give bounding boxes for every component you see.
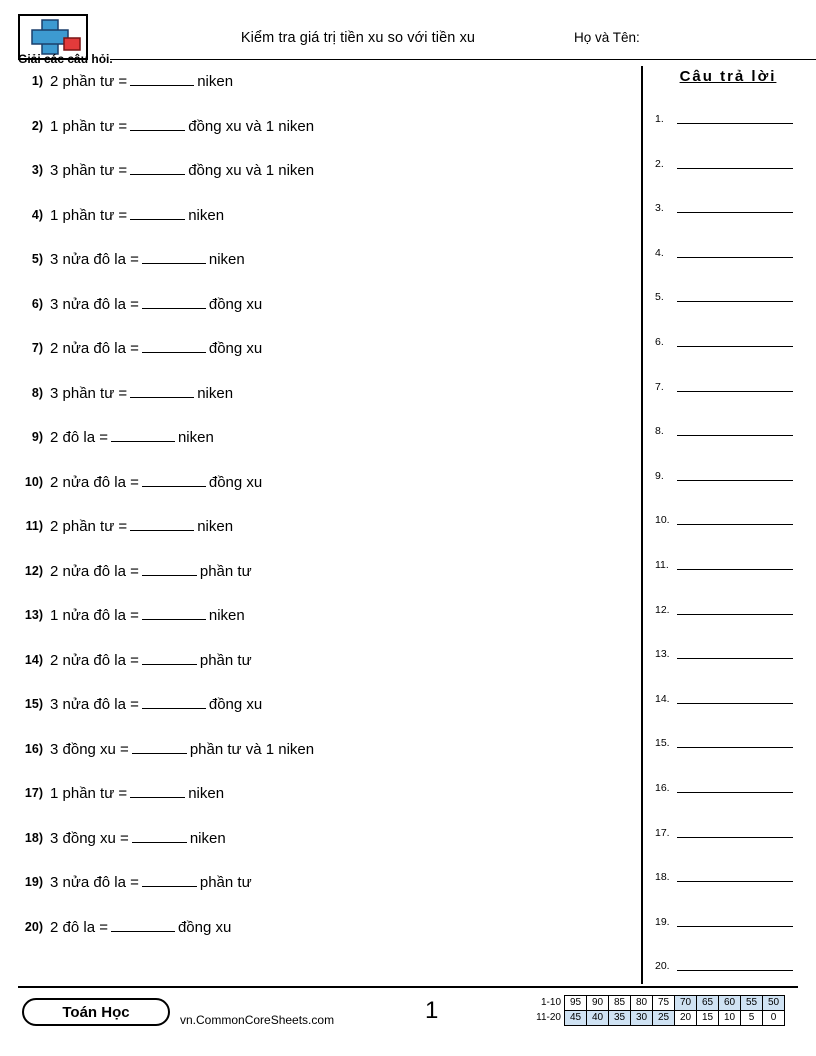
question-text <box>50 738 314 758</box>
answer-write-line[interactable] <box>677 123 793 124</box>
answer-number: 7. <box>655 380 664 393</box>
page-header <box>18 14 798 62</box>
question-suffix: niken <box>197 73 234 90</box>
answer-blank[interactable] <box>130 159 185 175</box>
score-cell: 35 <box>609 1011 631 1026</box>
question-number: 5) <box>31 252 43 266</box>
student-name-label: Họ và Tên: <box>574 30 640 45</box>
answer-row <box>655 766 801 811</box>
question-row <box>18 827 628 872</box>
question-text <box>50 827 226 847</box>
question-prefix: 2 nửa đô la = <box>50 340 139 357</box>
question-number: 8) <box>31 385 43 400</box>
header-divider <box>110 59 816 60</box>
question-suffix: niken <box>208 251 245 268</box>
question-suffix: đồng xu <box>177 918 232 936</box>
question-text <box>50 471 262 491</box>
answer-number: 10. <box>655 514 670 527</box>
score-cell: 65 <box>697 996 719 1011</box>
question-prefix: 3 nửa đô la = <box>50 696 139 713</box>
answer-blank[interactable] <box>142 337 206 353</box>
question-number: 6) <box>31 296 43 311</box>
answers-title: Câu trả lời <box>679 68 777 85</box>
answer-row <box>655 231 801 276</box>
score-range-label: 1-10 <box>540 997 561 1008</box>
question-text <box>50 382 233 402</box>
answer-row <box>655 588 801 633</box>
answer-blank[interactable] <box>132 738 187 754</box>
score-cell: 40 <box>587 1011 609 1026</box>
question-text <box>50 248 245 268</box>
question-suffix: niken <box>177 429 214 446</box>
score-cell: 95 <box>565 996 587 1011</box>
answer-write-line[interactable] <box>677 301 793 302</box>
question-text <box>50 604 245 624</box>
page-number: 1 <box>425 997 439 1024</box>
answer-row <box>655 320 801 365</box>
answer-blank[interactable] <box>142 604 206 620</box>
question-suffix: phần tư và 1 niken <box>189 740 315 758</box>
answer-number: 19. <box>655 915 670 928</box>
answer-number: 17. <box>655 826 670 839</box>
question-text <box>50 782 224 802</box>
question-row <box>18 293 628 338</box>
question-text <box>50 337 262 357</box>
question-row <box>18 204 628 249</box>
score-cell: 55 <box>741 996 763 1011</box>
answer-number: 16. <box>655 781 670 794</box>
answer-row <box>655 721 801 766</box>
question-row <box>18 738 628 783</box>
answer-blank[interactable] <box>142 560 197 576</box>
answer-row <box>655 900 801 945</box>
answer-write-line[interactable] <box>677 524 793 525</box>
question-number: 12) <box>24 563 43 578</box>
answer-number: 1. <box>655 113 664 125</box>
question-prefix: 3 phần tư = <box>50 162 128 179</box>
answer-blank[interactable] <box>130 115 185 131</box>
question-text <box>50 916 231 936</box>
question-prefix: 2 nửa đô la = <box>50 473 139 491</box>
question-prefix: 2 phần tư = <box>50 73 128 90</box>
answer-write-line[interactable] <box>677 168 793 169</box>
question-row <box>18 159 628 204</box>
score-table-row <box>527 996 785 1011</box>
question-number: 15) <box>24 697 43 711</box>
question-row <box>18 604 628 649</box>
score-cell: 5 <box>741 1011 763 1026</box>
question-suffix: niken <box>189 829 226 847</box>
answer-blank[interactable] <box>142 471 206 487</box>
answer-number: 11. <box>655 558 669 571</box>
score-cell: 75 <box>653 996 675 1011</box>
score-table-row <box>527 1011 785 1026</box>
score-cell: 10 <box>719 1011 741 1026</box>
question-prefix: 3 đồng xu = <box>50 740 129 758</box>
question-number: 13) <box>24 608 43 622</box>
question-number: 3) <box>31 163 43 177</box>
question-row <box>18 515 628 560</box>
question-number: 17) <box>24 786 43 800</box>
score-cell: 45 <box>565 1011 587 1026</box>
answer-write-line[interactable] <box>677 257 793 258</box>
answer-write-line[interactable] <box>677 970 793 971</box>
question-text <box>50 159 314 179</box>
answer-write-line[interactable] <box>677 703 793 704</box>
answer-number: 20. <box>655 960 670 973</box>
question-text <box>50 115 314 135</box>
answer-row <box>655 944 801 989</box>
question-number: 18) <box>24 830 43 845</box>
question-row <box>18 426 628 471</box>
answer-write-line[interactable] <box>677 926 793 927</box>
answer-blank[interactable] <box>142 293 206 309</box>
question-prefix: 2 đô la = <box>50 429 108 446</box>
answer-row <box>655 498 801 543</box>
answer-blank[interactable] <box>130 70 194 86</box>
answer-write-line[interactable] <box>677 614 793 615</box>
answer-blank[interactable] <box>142 693 206 709</box>
question-text <box>50 204 224 224</box>
question-row <box>18 871 628 916</box>
question-row <box>18 382 628 427</box>
question-prefix: 2 đô la = <box>50 918 108 936</box>
question-row <box>18 337 628 382</box>
answer-blank[interactable] <box>111 426 175 442</box>
question-suffix: đồng xu <box>208 696 263 713</box>
answer-write-line[interactable] <box>677 837 793 838</box>
question-row <box>18 782 628 827</box>
answer-number: 4. <box>655 246 664 259</box>
question-number: 2) <box>31 118 43 133</box>
answer-blank[interactable] <box>130 204 185 220</box>
question-prefix: 2 phần tư = <box>50 518 128 535</box>
question-suffix: phần tư <box>199 874 252 891</box>
answer-write-line[interactable] <box>677 881 793 882</box>
score-cell: 85 <box>609 996 631 1011</box>
answer-write-line[interactable] <box>677 569 793 570</box>
answer-write-line[interactable] <box>677 435 793 436</box>
answer-blank[interactable] <box>142 871 197 887</box>
questions-list <box>18 70 628 960</box>
answer-blank[interactable] <box>130 515 194 531</box>
question-prefix: 2 nửa đô la = <box>50 562 139 580</box>
score-cell: 0 <box>763 1011 785 1026</box>
question-prefix: 3 nửa đô la = <box>50 874 139 891</box>
answer-row <box>655 677 801 722</box>
question-text <box>50 426 214 446</box>
question-row <box>18 70 628 115</box>
question-suffix: đồng xu <box>208 473 263 491</box>
question-row <box>18 916 628 961</box>
question-number: 20) <box>24 919 43 934</box>
answer-row <box>655 275 801 320</box>
column-divider <box>641 66 643 984</box>
question-text <box>50 649 252 669</box>
answer-write-line[interactable] <box>677 212 793 213</box>
question-text <box>50 515 233 535</box>
answer-number: 13. <box>655 648 670 661</box>
answer-number: 3. <box>655 202 664 215</box>
answer-row <box>655 365 801 410</box>
question-prefix: 3 phần tư = <box>50 384 128 402</box>
question-number: 16) <box>24 741 43 756</box>
score-cell: 15 <box>697 1011 719 1026</box>
answer-write-line[interactable] <box>677 391 793 392</box>
question-suffix: đồng xu và 1 niken <box>188 117 315 135</box>
answer-rows <box>655 97 801 989</box>
answer-blank[interactable] <box>130 382 194 398</box>
answers-column <box>655 68 801 989</box>
question-text <box>50 560 252 580</box>
subject-badge: Toán Học <box>22 998 170 1026</box>
question-row <box>18 649 628 694</box>
question-prefix: 2 nửa đô la = <box>50 651 139 669</box>
score-cell: 20 <box>675 1011 697 1026</box>
question-number: 7) <box>31 341 43 355</box>
question-text <box>50 293 262 313</box>
answer-row <box>655 632 801 677</box>
question-suffix: phần tư <box>199 651 252 669</box>
question-suffix: niken <box>197 518 234 535</box>
question-suffix: đồng xu và 1 niken <box>188 162 315 179</box>
answer-write-line[interactable] <box>677 658 793 659</box>
answer-blank[interactable] <box>130 782 185 798</box>
answer-number: 5. <box>655 291 664 304</box>
question-row <box>18 560 628 605</box>
page-title: Kiểm tra giá trị tiền xu so với tiền xu <box>240 30 476 46</box>
website-url: vn.CommonCoreSheets.com <box>180 1013 335 1027</box>
score-cell: 25 <box>653 1011 675 1026</box>
answer-number: 12. <box>655 603 670 616</box>
question-prefix: 1 nửa đô la = <box>50 607 139 624</box>
question-prefix: 3 nửa đô la = <box>50 295 139 313</box>
score-table <box>527 995 785 1026</box>
footer-divider <box>18 986 798 988</box>
answer-blank[interactable] <box>132 827 187 843</box>
answer-blank[interactable] <box>111 916 175 932</box>
answer-number: 18. <box>655 871 670 884</box>
score-cell: 60 <box>719 996 741 1011</box>
answer-number: 2. <box>655 157 664 170</box>
question-suffix: niken <box>208 607 245 624</box>
answer-number: 9. <box>655 469 664 482</box>
question-suffix: niken <box>188 785 225 802</box>
question-text <box>50 693 262 713</box>
answer-blank[interactable] <box>142 248 206 264</box>
answer-row <box>655 543 801 588</box>
question-prefix: 1 phần tư = <box>50 117 128 135</box>
question-suffix: phần tư <box>199 562 252 580</box>
question-number: 14) <box>24 652 43 667</box>
answer-row <box>655 855 801 900</box>
question-suffix: đồng xu <box>208 340 263 357</box>
question-text <box>50 70 233 90</box>
answer-blank[interactable] <box>142 649 197 665</box>
question-suffix: đồng xu <box>208 295 263 313</box>
question-row <box>18 471 628 516</box>
question-number: 1) <box>31 74 43 88</box>
score-cell: 80 <box>631 996 653 1011</box>
answer-write-line[interactable] <box>677 346 793 347</box>
score-cell: 70 <box>675 996 697 1011</box>
answer-row <box>655 454 801 499</box>
answer-number: 14. <box>655 692 670 705</box>
question-prefix: 3 đồng xu = <box>50 829 129 847</box>
question-row <box>18 693 628 738</box>
answer-write-line[interactable] <box>677 747 793 748</box>
answer-row <box>655 409 801 454</box>
instruction-text: Giải các câu hỏi. <box>18 52 113 66</box>
question-number: 10) <box>24 474 43 489</box>
score-range-label: 11-20 <box>536 1012 561 1023</box>
score-cell: 50 <box>763 996 785 1011</box>
answer-number: 15. <box>655 737 670 750</box>
answer-row <box>655 142 801 187</box>
question-number: 19) <box>24 875 43 889</box>
answer-row <box>655 811 801 856</box>
question-prefix: 1 phần tư = <box>50 206 128 224</box>
question-number: 4) <box>31 207 43 222</box>
answer-write-line[interactable] <box>677 792 793 793</box>
question-row <box>18 248 628 293</box>
question-suffix: niken <box>197 384 234 402</box>
answer-row <box>655 186 801 231</box>
question-text <box>50 871 252 891</box>
question-prefix: 3 nửa đô la = <box>50 251 139 268</box>
answer-number: 6. <box>655 335 664 348</box>
question-suffix: niken <box>188 206 225 224</box>
answer-row <box>655 97 801 142</box>
score-cell: 90 <box>587 996 609 1011</box>
answer-number: 8. <box>655 425 664 438</box>
answer-write-line[interactable] <box>677 480 793 481</box>
question-number: 11) <box>25 519 43 533</box>
question-prefix: 1 phần tư = <box>50 785 128 802</box>
question-row <box>18 115 628 160</box>
score-cell: 30 <box>631 1011 653 1026</box>
question-number: 9) <box>31 430 43 444</box>
